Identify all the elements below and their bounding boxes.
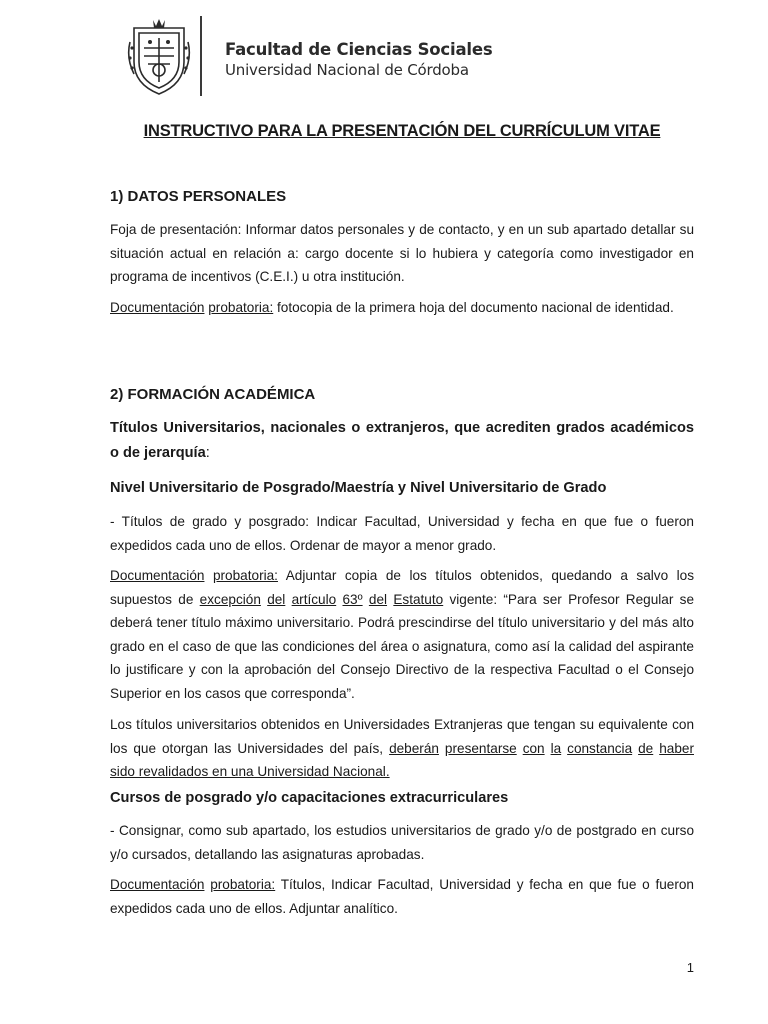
doc-text-c: Títulos, Indicar Facultad, Universidad y fecha en que fue o fueron expedidos cada uno de ellos. Adjuntar analítico.: [110, 877, 694, 916]
titulos-paragraph: [110, 416, 694, 466]
u-del: del: [368, 591, 388, 607]
section-1-paragraph: Foja de presentación: Informar datos personales y de contacto, y en un sub apartado detallar su situación actual en relación a: cargo docente si lo hubiera y categoría como investigador en programa de incentivos (C.E.I.) u otra institución.: [110, 222, 694, 285]
doc-label-word-1: Documentación: [110, 300, 205, 315]
cursos-heading: Cursos de posgrado y/o capacitaciones extracurriculares: [110, 790, 509, 806]
u-con: con: [522, 740, 545, 756]
doc-label-word-1: Documentación: [110, 568, 205, 583]
page-number: 1: [686, 960, 694, 975]
doc-text-a: Adjuntar copia de los títulos obtenidos, quedando a salvo los supuestos de: [110, 568, 695, 607]
u-presentarse: presentarse: [444, 740, 517, 756]
university-name: Universidad Nacional de Córdoba: [225, 61, 469, 79]
u-constancia: constancia: [567, 740, 633, 756]
header-divider: [200, 16, 202, 96]
section-1-documentation: [110, 296, 694, 320]
nivel-heading: Nivel Universitario de Posgrado/Maestría y Nivel Universitario de Grado: [110, 480, 607, 496]
section-1-heading: 1) DATOS PERSONALES: [110, 188, 287, 205]
section-2-heading: 2) FORMACIÓN ACADÉMICA: [110, 386, 316, 403]
extranjeros-paragraph: [110, 713, 694, 784]
doc-text-b: vigente: “Para ser Profesor Regular se deberá tener título máximo universitario. Podrá prescindirse del título universitario y del más alto grado en el caso de que las condiciones del área o asignatura, como así la calidad del aspirante lo justificare y con la aprobación del Consejo Directivo de la respectiva Facultad o el Consejo Superior en los casos que corresponda”.: [110, 591, 695, 701]
u-de: de: [638, 740, 654, 756]
doc-label-word-2: probatoria:: [208, 300, 274, 315]
section-2-documentation: [110, 564, 694, 706]
u-del: del: [267, 591, 286, 607]
u-revalidados: haber sido revalidados en una Universidad Nacional.: [110, 740, 694, 780]
letterhead: [225, 40, 492, 80]
doc-label-word-2: probatoria:: [210, 877, 276, 892]
nivel-paragraph: - Títulos de grado y posgrado: Indicar Facultad, Universidad y fecha en que fue o fueron expedidos cada uno de ellos. Ordenar de mayor a menor grado.: [110, 514, 694, 553]
university-seal-icon: [126, 18, 192, 98]
faculty-name: Facultad de Ciencias Sociales: [225, 40, 493, 59]
u-articulo: artículo: [291, 591, 337, 607]
u-63: 63º: [342, 591, 363, 607]
titulos-bold-text: Títulos Universitarios, nacionales o extranjeros, que acrediten grados académicos o de jerarquía: [110, 420, 694, 461]
u-estatuto: Estatuto: [393, 591, 444, 607]
document-title: INSTRUCTIVO PARA LA PRESENTACIÓN DEL CURRÍCULUM VITAE: [143, 122, 661, 140]
u-deberan: deberán: [389, 740, 439, 756]
doc-label-word-2: probatoria:: [212, 568, 278, 583]
extranjeros-text: Los títulos universitarios obtenidos en Universidades Extranjeras que tengan su equivalente con los que otorgan las Universidades del país,: [110, 717, 694, 756]
doc-label-word-1: Documentación: [110, 877, 205, 892]
cursos-documentation: [110, 873, 694, 920]
u-excepcion: excepción: [199, 591, 261, 607]
cursos-paragraph: - Consignar, como sub apartado, los estudios universitarios de grado y/o de postgrado en curso y/o cursados, detallando las asignaturas aprobadas.: [110, 823, 694, 862]
u-la: la: [550, 740, 562, 756]
doc-text: fotocopia de la primera hoja del documento nacional de identidad.: [273, 300, 674, 315]
titulos-colon: :: [205, 445, 210, 461]
